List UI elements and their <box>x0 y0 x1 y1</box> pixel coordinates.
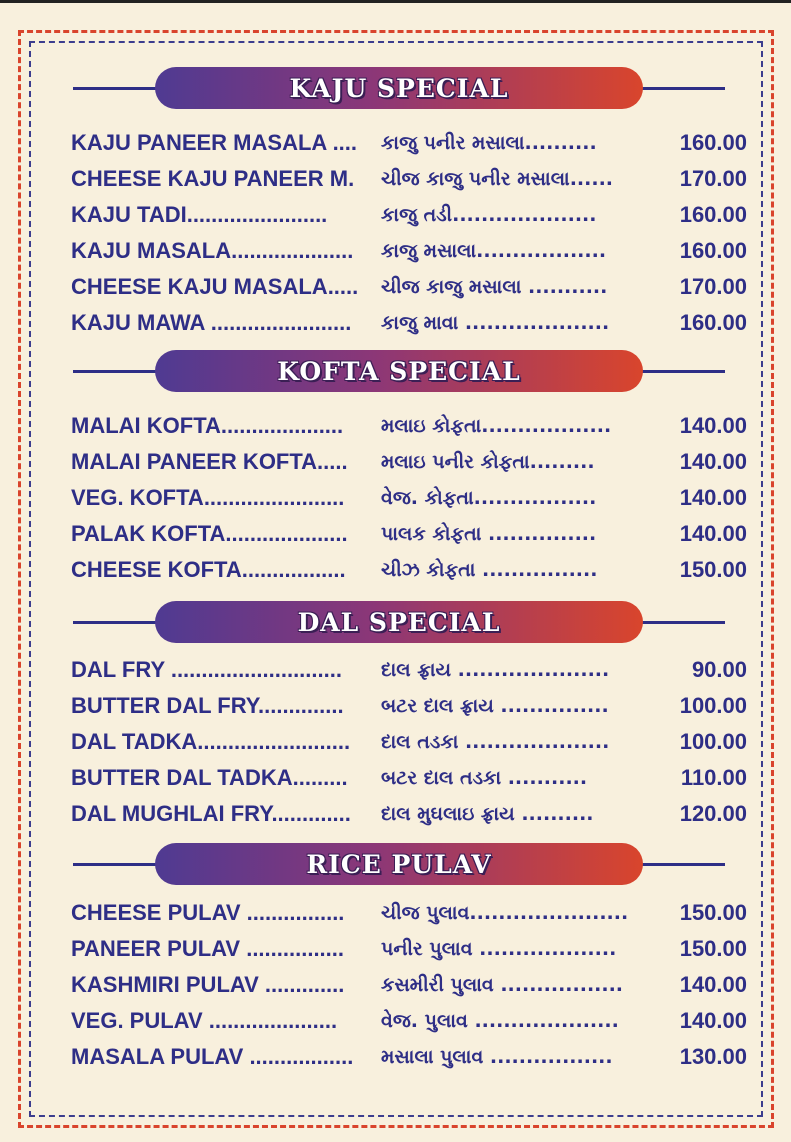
item-name-gujarati: બટર દાલ ફ્રાય ............... <box>381 695 609 717</box>
header-rule-right <box>635 370 725 373</box>
item-name: CHEESE PULAV ................ <box>71 900 345 925</box>
menu-item <box>71 197 751 233</box>
menu-item <box>71 305 751 341</box>
item-name-gujarati: મલાઇ પનીર કોફતા......... <box>381 451 595 473</box>
header-rule-left <box>73 87 163 90</box>
menu-item <box>71 408 751 444</box>
menu-item <box>71 760 751 796</box>
menu-list-kofta-special <box>71 408 751 588</box>
item-name-gujarati: કાજુ માવા .................... <box>381 312 610 334</box>
item-name-gujarati: ચીજ પુલાવ...................... <box>381 902 629 924</box>
section-header-rice-pulav <box>73 843 725 887</box>
item-name-gujarati: કાજુ પનીર મસાલા.......... <box>381 132 597 154</box>
section-title: RICE PULAV <box>306 849 492 879</box>
item-name-gujarati: કાજુ મસાલા.................. <box>381 240 607 262</box>
section-header-kaju-special <box>73 67 725 111</box>
menu-item <box>71 269 751 305</box>
menu-item <box>71 161 751 197</box>
item-name: BUTTER DAL TADKA......... <box>71 765 348 790</box>
item-price: 140.00 <box>679 521 747 546</box>
section-title: KOFTA SPECIAL <box>277 356 521 386</box>
item-name: MASALA PULAV ................. <box>71 1044 354 1069</box>
item-name: CHEESE KOFTA................. <box>71 557 346 582</box>
item-price: 90.00 <box>691 657 747 682</box>
item-name-gujarati: ચીઝ કોફતા ................ <box>381 559 598 581</box>
item-name-gujarati: કાજુ તડી.................... <box>381 204 597 226</box>
item-name: DAL MUGHLAI FRY............. <box>71 801 351 826</box>
header-rule-left <box>73 370 163 373</box>
item-name-gujarati: દાલ ફ્રાય ..................... <box>381 659 610 681</box>
menu-item <box>71 967 751 1003</box>
item-price: 140.00 <box>679 449 747 474</box>
menu-item <box>71 688 751 724</box>
item-name: KAJU PANEER MASALA .... <box>71 130 358 155</box>
item-name: VEG. KOFTA....................... <box>71 485 345 510</box>
menu-item <box>71 1003 751 1039</box>
menu-list-kaju-special <box>71 125 751 341</box>
item-name: KAJU MAWA ....................... <box>71 310 352 335</box>
item-price: 150.00 <box>679 557 747 582</box>
item-price: 160.00 <box>679 130 747 155</box>
item-name: KAJU TADI....................... <box>71 202 328 227</box>
section-title-banner <box>155 843 643 885</box>
item-name-gujarati: દાલ મુઘલાઇ ફ્રાય .......... <box>381 803 594 825</box>
section-title: DAL SPECIAL <box>297 607 501 637</box>
menu-list-rice-pulav <box>71 895 751 1075</box>
item-name: DAL FRY ............................ <box>71 657 342 682</box>
item-name: MALAI KOFTA.................... <box>71 413 344 438</box>
item-price: 140.00 <box>679 413 747 438</box>
section-title-banner <box>155 601 643 643</box>
item-price: 150.00 <box>679 900 747 925</box>
menu-item <box>71 796 751 832</box>
item-name: CHEESE KAJU PANEER M. <box>71 166 355 191</box>
item-name: VEG. PULAV ..................... <box>71 1008 338 1033</box>
item-name-gujarati: પનીર પુલાવ ................... <box>381 938 617 960</box>
menu-list-dal-special <box>71 652 751 832</box>
item-name-gujarati: કસમીરી પુલાવ ................. <box>381 974 624 996</box>
item-name-gujarati: ચીજ કાજુ મસાલા ........... <box>381 276 608 298</box>
section-title-banner <box>155 350 643 392</box>
header-rule-right <box>635 621 725 624</box>
header-rule-right <box>635 87 725 90</box>
item-name: CHEESE KAJU MASALA..... <box>71 274 359 299</box>
item-price: 160.00 <box>679 310 747 335</box>
section-title: KAJU SPECIAL <box>289 73 509 103</box>
section-header-dal-special <box>73 601 725 645</box>
item-price: 160.00 <box>679 202 747 227</box>
section-title-banner <box>155 67 643 109</box>
item-price: 120.00 <box>679 801 747 826</box>
item-name-gujarati: વેજ. પુલાવ .................... <box>381 1010 619 1032</box>
item-name-gujarati: દાલ તડકા .................... <box>381 731 610 753</box>
item-price: 100.00 <box>679 729 747 754</box>
item-name: KASHMIRI PULAV ............. <box>71 972 345 997</box>
menu-item <box>71 1039 751 1075</box>
item-price: 100.00 <box>679 693 747 718</box>
item-name: MALAI PANEER KOFTA..... <box>71 449 348 474</box>
menu-item <box>71 516 751 552</box>
item-name-gujarati: વેજ. કોફતા................. <box>381 487 597 509</box>
item-price: 170.00 <box>679 166 747 191</box>
item-name-gujarati: મસાલા પુલાવ ................. <box>381 1046 613 1068</box>
top-edge <box>0 0 791 3</box>
item-name-gujarati: મલાઇ કોફતા.................. <box>381 415 612 437</box>
menu-item <box>71 444 751 480</box>
menu-item <box>71 895 751 931</box>
item-price: 140.00 <box>679 972 747 997</box>
menu-item <box>71 931 751 967</box>
item-price: 160.00 <box>679 238 747 263</box>
header-rule-left <box>73 863 163 866</box>
item-name-gujarati: ચીજ કાજુ પનીર મસાલા...... <box>381 168 614 190</box>
item-price: 140.00 <box>679 1008 747 1033</box>
menu-item <box>71 652 751 688</box>
menu-item <box>71 724 751 760</box>
item-price: 110.00 <box>680 765 747 790</box>
item-price: 150.00 <box>679 936 747 961</box>
header-rule-left <box>73 621 163 624</box>
item-name: DAL TADKA......................... <box>71 729 351 754</box>
item-name: BUTTER DAL FRY.............. <box>71 693 344 718</box>
menu-item <box>71 233 751 269</box>
menu-item <box>71 125 751 161</box>
item-name: PALAK KOFTA.................... <box>71 521 348 546</box>
item-name: PANEER PULAV ................ <box>71 936 345 961</box>
section-header-kofta-special <box>73 350 725 394</box>
item-name-gujarati: બટર દાલ તડકા ........... <box>381 767 588 789</box>
menu-item <box>71 480 751 516</box>
item-name-gujarati: પાલક કોફતા ............... <box>381 523 597 545</box>
header-rule-right <box>635 863 725 866</box>
item-name: KAJU MASALA.................... <box>71 238 354 263</box>
item-price: 130.00 <box>679 1044 747 1069</box>
item-price: 170.00 <box>679 274 747 299</box>
menu-item <box>71 552 751 588</box>
item-price: 140.00 <box>679 485 747 510</box>
